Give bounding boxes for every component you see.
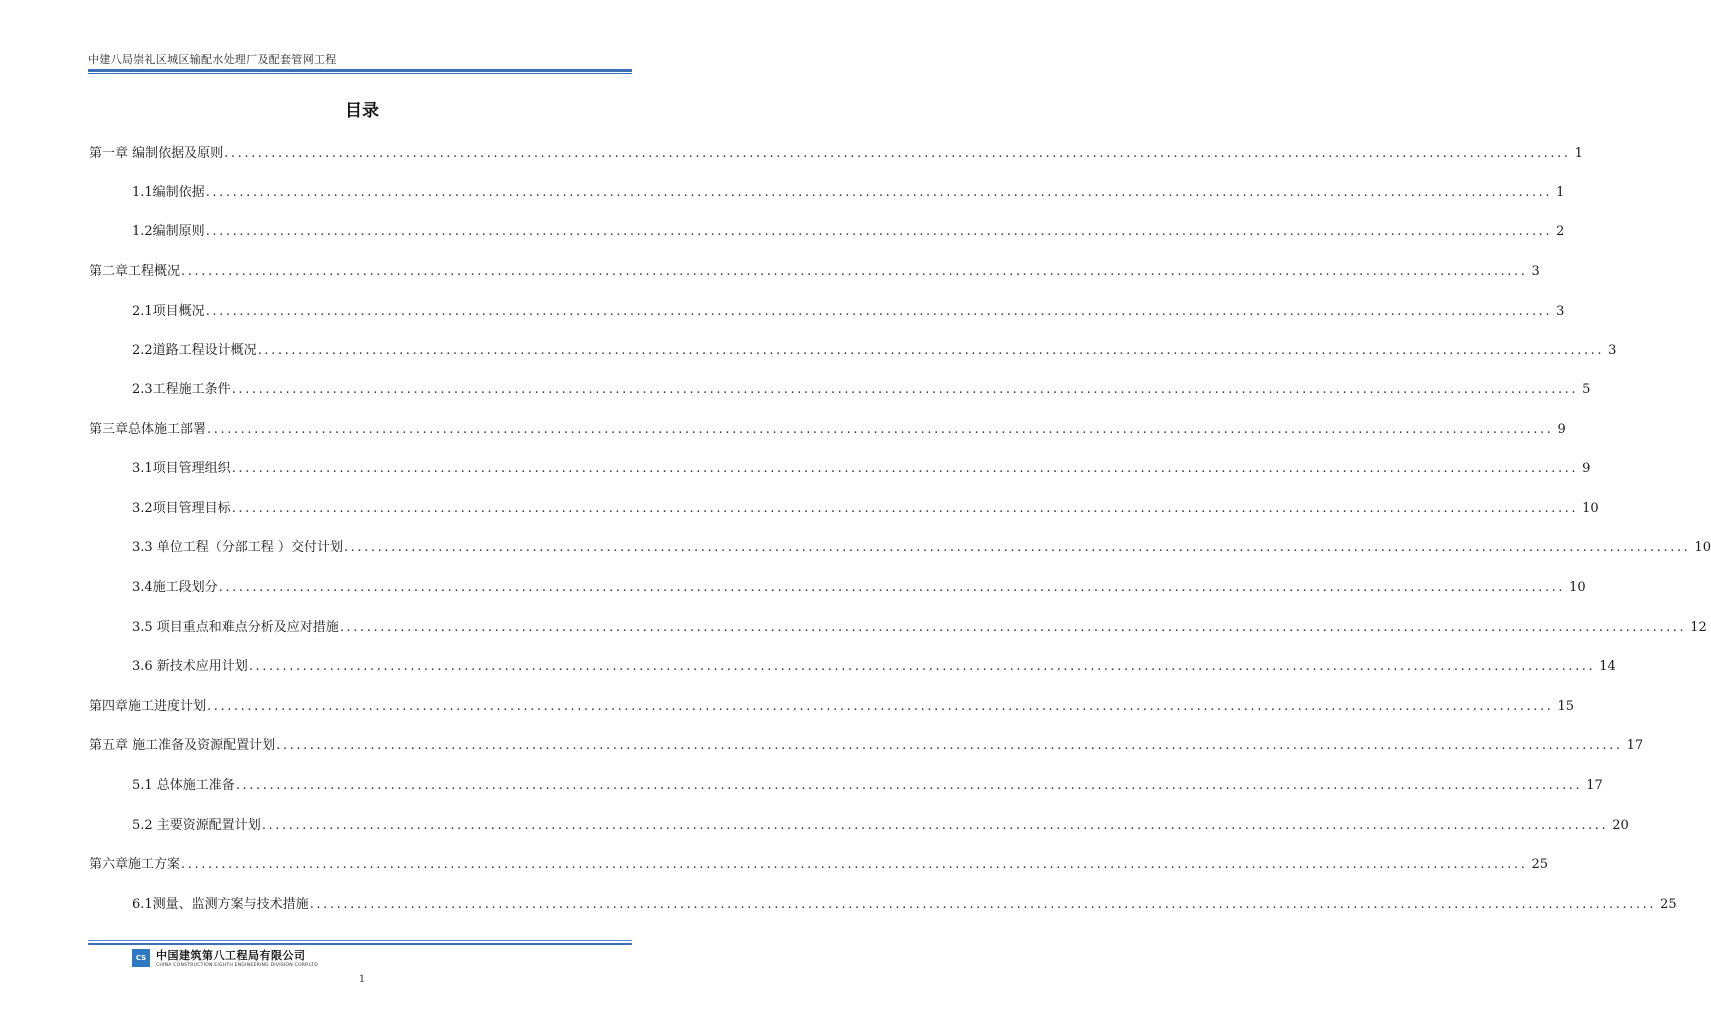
toc-leader-dots: ........................................................................................................................................................................................................ (205, 224, 1553, 239)
toc-entry-label: 第三章总体施工部署 (89, 422, 207, 437)
toc-entry-label: 第二章工程概况 (89, 264, 181, 279)
toc-entry-page: 3 (1531, 264, 1540, 279)
toc-entry-label: 6.1测量、监测方案与技术措施 (132, 897, 309, 912)
toc-entry[interactable] (132, 776, 1603, 796)
toc-entry-label: 3.6 新技术应用计划 (132, 659, 248, 674)
toc-leader-dots: ........................................................................................................................................................................................................ (181, 857, 1528, 872)
toc-entry[interactable] (89, 697, 1575, 717)
toc-entry-label: 第五章 施工准备及资源配置计划 (89, 738, 276, 753)
toc-entry[interactable] (132, 618, 1707, 638)
toc-entry-page: 12 (1690, 620, 1707, 635)
toc-entry-page: 25 (1660, 897, 1677, 912)
toc-entry-page: 10 (1694, 540, 1711, 555)
toc-entry[interactable] (89, 144, 1583, 164)
toc-entry-label: 1.1编制依据 (132, 185, 205, 200)
toc-leader-dots: ........................................................................................................................................................................................................ (257, 343, 1605, 358)
toc-entry[interactable] (132, 222, 1565, 242)
toc-entry-label: 第六章施工方案 (89, 857, 181, 872)
toc-entry-page: 15 (1557, 699, 1575, 714)
toc-entry-label: 5.2 主要资源配置计划 (132, 818, 261, 833)
toc-leader-dots: ........................................................................................................................................................................................................ (343, 540, 1691, 555)
toc-entry-page: 3 (1608, 343, 1617, 358)
toc-leader-dots: ........................................................................................................................................................................................................ (207, 422, 1554, 437)
toc-entry[interactable] (132, 816, 1629, 836)
toc-entry[interactable] (89, 262, 1540, 282)
toc-entry-page: 9 (1582, 461, 1591, 476)
toc-leader-dots: ........................................................................................................................................................................................................ (205, 185, 1553, 200)
footer-company-name: 中国建筑第八工程局有限公司 (156, 949, 306, 962)
toc-leader-dots: ........................................................................................................................................................................................................ (218, 580, 1566, 595)
toc-entry-page: 10 (1582, 501, 1599, 516)
toc-leader-dots: ........................................................................................................................................................................................................ (224, 146, 1571, 161)
toc-entry-label: 3.1项目管理组织 (132, 461, 231, 476)
toc-entry-page: 1 (1556, 185, 1565, 200)
toc-entry-page: 25 (1531, 857, 1549, 872)
footer-rule-thick (88, 943, 632, 945)
toc-leader-dots: ........................................................................................................................................................................................................ (207, 699, 1554, 714)
toc-leader-dots: ........................................................................................................................................................................................................ (205, 304, 1553, 319)
toc-leader-dots: ........................................................................................................................................................................................................ (339, 620, 1687, 635)
toc-entry-label: 3.3 单位工程（分部工程 ）交付计划 (132, 540, 343, 555)
toc-entry[interactable] (132, 499, 1599, 519)
toc-entry-page: 2 (1556, 224, 1565, 239)
toc-leader-dots: ........................................................................................................................................................................................................ (309, 897, 1657, 912)
toc-entry-page: 1 (1574, 146, 1583, 161)
toc-leader-dots: ........................................................................................................................................................................................................ (248, 659, 1596, 674)
toc-entry-page: 3 (1556, 304, 1565, 319)
header-title: 中建八局崇礼区城区输配水处理厂及配套管网工程 (88, 53, 337, 66)
toc-entry-page: 10 (1569, 580, 1586, 595)
toc-entry[interactable] (132, 380, 1591, 400)
page-number: 1 (358, 974, 366, 985)
toc-entry[interactable] (132, 302, 1565, 322)
toc-entry-label: 5.1 总体施工准备 (132, 778, 235, 793)
toc-entry-label: 2.1项目概况 (132, 304, 205, 319)
toc-entry-label: 第一章 编制依据及原则 (89, 146, 224, 161)
toc-entry-label: 3.4施工段划分 (132, 580, 218, 595)
toc-entry[interactable] (132, 538, 1711, 558)
toc-entry-page: 17 (1586, 778, 1603, 793)
toc-leader-dots: ........................................................................................................................................................................................................ (231, 501, 1579, 516)
toc-entry[interactable] (132, 341, 1617, 361)
footer-rule (88, 940, 632, 941)
toc-entry-label: 3.2项目管理目标 (132, 501, 231, 516)
toc-entry[interactable] (132, 459, 1591, 479)
toc-entry-page: 5 (1582, 382, 1591, 397)
toc-entry[interactable] (89, 855, 1549, 875)
toc-entry-page: 17 (1626, 738, 1644, 753)
toc-entry-label: 第四章施工进度计划 (89, 699, 207, 714)
toc-entry[interactable] (132, 183, 1565, 203)
toc-entry-page: 14 (1599, 659, 1616, 674)
toc-entry-label: 3.5 项目重点和难点分析及应对措施 (132, 620, 339, 635)
toc-leader-dots: ........................................................................................................................................................................................................ (261, 818, 1609, 833)
toc-entry[interactable] (89, 736, 1644, 756)
toc-entry-page: 20 (1612, 818, 1629, 833)
toc-leader-dots: ........................................................................................................................................................................................................ (181, 264, 1528, 279)
toc-leader-dots: ........................................................................................................................................................................................................ (235, 778, 1583, 793)
toc-entry-page: 9 (1557, 422, 1566, 437)
toc-leader-dots: ........................................................................................................................................................................................................ (231, 382, 1579, 397)
footer-company-name-en: CHINA CONSTRUCTION EIGHTH ENGINEERING DIVISION CORP.LTD (156, 963, 318, 968)
toc-entry[interactable] (132, 657, 1616, 677)
toc-title: 目录 (345, 101, 379, 121)
toc-leader-dots: ........................................................................................................................................................................................................ (231, 461, 1579, 476)
company-logo: CS (132, 949, 150, 967)
toc-entry-label: 2.2道路工程设计概况 (132, 343, 257, 358)
toc-entry[interactable] (89, 420, 1566, 440)
toc-leader-dots: ........................................................................................................................................................................................................ (276, 738, 1623, 753)
toc-entry-label: 2.3工程施工条件 (132, 382, 231, 397)
toc-entry[interactable] (132, 578, 1586, 598)
toc-entry-label: 1.2编制原则 (132, 224, 205, 239)
toc-entry[interactable] (132, 895, 1677, 915)
